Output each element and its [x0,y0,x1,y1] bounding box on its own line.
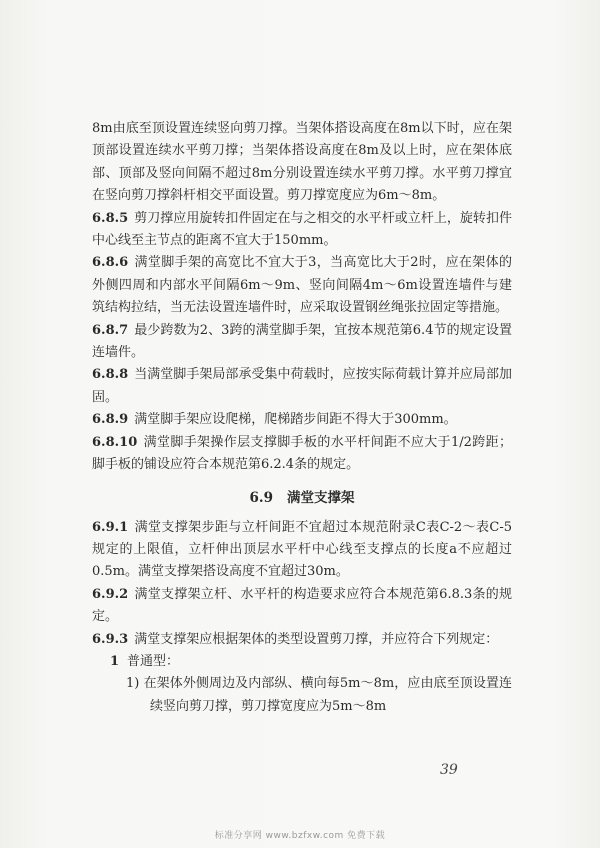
clause-text: 满堂支撑架步距与立杆间距不宜超过本规范附录C表C-2～表C-5规定的上限值，立杆伸出顶层水平杆中心线至支撑点的长度a不应超过0.5m。满堂支撑架搭设高度不宜超过30m。 [92,519,512,580]
clause-number: 6.8.8 [92,367,129,383]
clause-number: 6.8.5 [92,210,129,226]
page-content [92,118,512,718]
item-label: 1 [110,653,120,669]
clause-number: 6.8.9 [92,412,129,428]
item-text: 普通型： [127,653,180,669]
clause-6-8-7 [92,320,512,365]
sub-list-item [92,673,512,718]
list-item [92,651,512,673]
clause-6-8-9 [92,409,512,431]
page-number: 39 [440,762,458,778]
clause-number: 6.8.6 [92,255,129,271]
paragraph-text: 8m由底至顶设置连续竖向剪刀撑。当架体搭设高度在8m以下时，应在架顶部设置连续水平剪刀撑；当架体搭设高度在8m及以上时，应在架体底部、顶部及竖向间隔不超过8m分别设置连续水平剪刀撑。水平剪刀撑宜在竖向剪刀撑斜杆相交平面设置。剪刀撑宽度应为6m～8m。 [92,121,512,204]
section-heading [92,487,512,509]
clause-6-9-1 [92,517,512,584]
paragraph-continued [92,118,512,208]
clause-text: 满堂脚手架操作层支撑脚手板的水平杆间距不应大于1/2跨距；脚手板的铺设应符合本规范第6.2.4条的规定。 [92,434,512,473]
clause-text: 满堂支撑架立杆、水平杆的构造要求应符合本规范第6.8.3条的规定。 [92,586,512,625]
clause-6-8-6 [92,252,512,319]
clause-text: 满堂脚手架的高宽比不宜大于3，当高宽比大于2时，应在架体的外侧四周和内部水平间隔6m～9m、竖向间隔4m～6m设置连墙件与建筑结构拉结，当无法设置连墙件时，应采取设置钢丝绳张拉固定等措施。 [92,255,512,316]
clause-text: 当满堂脚手架局部承受集中荷载时，应按实际荷载计算并应局部加固。 [92,367,512,405]
clause-text: 满堂支撑架应根据架体的类型设置剪刀撑，并应符合下列规定： [134,631,499,647]
clause-number: 6.9.2 [92,586,129,602]
clause-number: 6.9.1 [92,519,129,535]
subitem-text: 在架体外侧周边及内部纵、横向每5m～8m，应由底至顶设置连续竖向剪刀撑，剪刀撑宽度应为5m～8m [143,676,512,714]
clause-number: 6.9.3 [92,631,129,647]
section-title: 满堂支撑架 [287,489,355,506]
clause-text: 满堂脚手架应设爬梯，爬梯踏步间距不得大于300mm。 [134,412,457,428]
clause-6-8-10 [92,432,512,477]
clause-6-9-2 [92,584,512,629]
clause-6-8-5 [92,208,512,253]
clause-text: 剪刀撑应用旋转扣件固定在与之相交的水平杆或立杆上，旋转扣件中心线至主节点的距离不宜大于150mm。 [92,210,512,249]
clause-6-9-3 [92,629,512,651]
subitem-label: 1) [126,676,140,692]
watermark: 标准分享网 www.bzfxw.com 免费下载 [214,831,386,841]
clause-text: 最少跨数为2、3跨的满堂脚手架，宜按本规范第6.4节的规定设置连墙件。 [92,322,512,361]
clause-number: 6.8.7 [92,322,129,338]
clause-number: 6.8.10 [92,434,138,450]
section-number: 6.9 [249,489,273,506]
clause-6-8-8 [92,364,512,409]
